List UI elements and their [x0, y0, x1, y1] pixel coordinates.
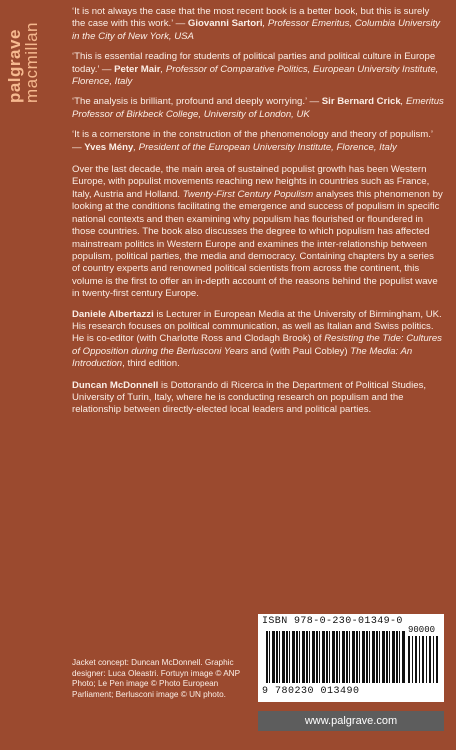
- quote-author: Sir Bernard Crick: [321, 96, 401, 108]
- quote-author: Yves Mény: [84, 141, 134, 153]
- review-quote: [72, 96, 444, 121]
- bio-text: is Lecturer in European Media at the University of Birmingham, UK. His research focuses on political communication, as well as Italian and Swiss politics. He is co-editor (with Charlotte Ross and Clodagh Brook) of: [72, 308, 442, 345]
- quote-text: ‘It is a cornerstone in the construction of the phenomenology and theory of populism.’ —: [72, 129, 433, 153]
- book-description: [72, 164, 444, 300]
- barcode-supplement-number: 90000: [408, 625, 436, 635]
- book-title: Resisting the Tide: Cultures of Opposition during the Berlusconi Years: [72, 333, 442, 357]
- quote-affiliation: , Emeritus Professor of Birkbeck College, University of London, UK: [72, 96, 444, 120]
- description-text: Over the last decade, the main area of sustained populist growth has been Western Europe, with populist movements reaching new heights in countries such as France, Italy, Austria and Holland.: [72, 164, 430, 200]
- publisher-logo-line2: macmillan: [22, 22, 41, 104]
- review-quote: [72, 51, 444, 88]
- description-text: analyses this phenomenon by looking at the conditions facilitating the emergence and success of populism in specific national contexts and then examining why populism has flourished or floundered in those countries. The book also discusses the degree to which populism has affected mainstream politics in Western Europe and examines the inter-relationship between populism, political parties, the media and democracy. Containing chapters by a series of country experts and renowned political scientists from across the continent, this volume is the first to offer an in-depth account of the reasons behind the populist wave in twenty-first century Europe.: [72, 188, 443, 300]
- quote-affiliation: , Professor of Comparative Politics, European University Institute, Florence, Italy: [72, 63, 439, 88]
- publisher-logo-line1: palgrave: [5, 29, 24, 104]
- barcode-bars: [266, 631, 406, 683]
- bio-text: is Dottorando di Ricerca in the Department of Political Studies, University of Turin, Italy, where he is conducting research on populism and the relationship between directly-elected local leaders and political parties.: [72, 379, 427, 416]
- barcode-number: 9 780230 013490: [262, 686, 360, 697]
- author-name: Duncan McDonnell: [72, 379, 159, 391]
- publisher-url: www.palgrave.com: [258, 711, 444, 731]
- author-bio: [72, 309, 444, 371]
- book-title: The Media: An Introduction: [72, 345, 413, 370]
- bio-text: and (with Paul Cobley): [248, 345, 351, 357]
- isbn-barcode: [258, 614, 444, 702]
- quote-text: ‘It is not always the case that the most recent book is a better book, but this is surely the case with this work.’ —: [72, 6, 430, 30]
- book-title: Twenty-First Century Populism: [182, 188, 314, 200]
- isbn-label: ISBN 978-0-230-01349-0: [262, 616, 403, 627]
- publisher-logo: [6, 22, 40, 103]
- barcode-supplement-bars: [408, 636, 438, 683]
- quote-author: Giovanni Sartori: [187, 18, 263, 30]
- quote-affiliation: , President of the European University Institute, Florence, Italy: [133, 141, 397, 153]
- quote-text: ‘The analysis is brilliant, profound and deeply worrying.’ —: [72, 96, 322, 108]
- bio-text: , third edition.: [122, 358, 180, 370]
- back-cover-text: [72, 6, 444, 426]
- review-quote: [72, 6, 444, 43]
- quote-affiliation: , Professor Emeritus, Columbia University in the City of New York, USA: [72, 18, 441, 42]
- quote-author: Peter Mair: [114, 63, 161, 75]
- image-credits: Jacket concept: Duncan McDonnell. Graphic designer: Luca Oleastri. Fortuyn image © ANP Photo; Le Pen image © Photo European Parliament; Berlusconi image © UN photo.: [72, 658, 240, 699]
- author-name: Daniele Albertazzi: [72, 308, 154, 320]
- quote-text: ‘This is essential reading for students of political parties and political culture in Europe today.’ —: [72, 51, 436, 75]
- review-quote: [72, 129, 444, 154]
- author-bio: [72, 380, 444, 417]
